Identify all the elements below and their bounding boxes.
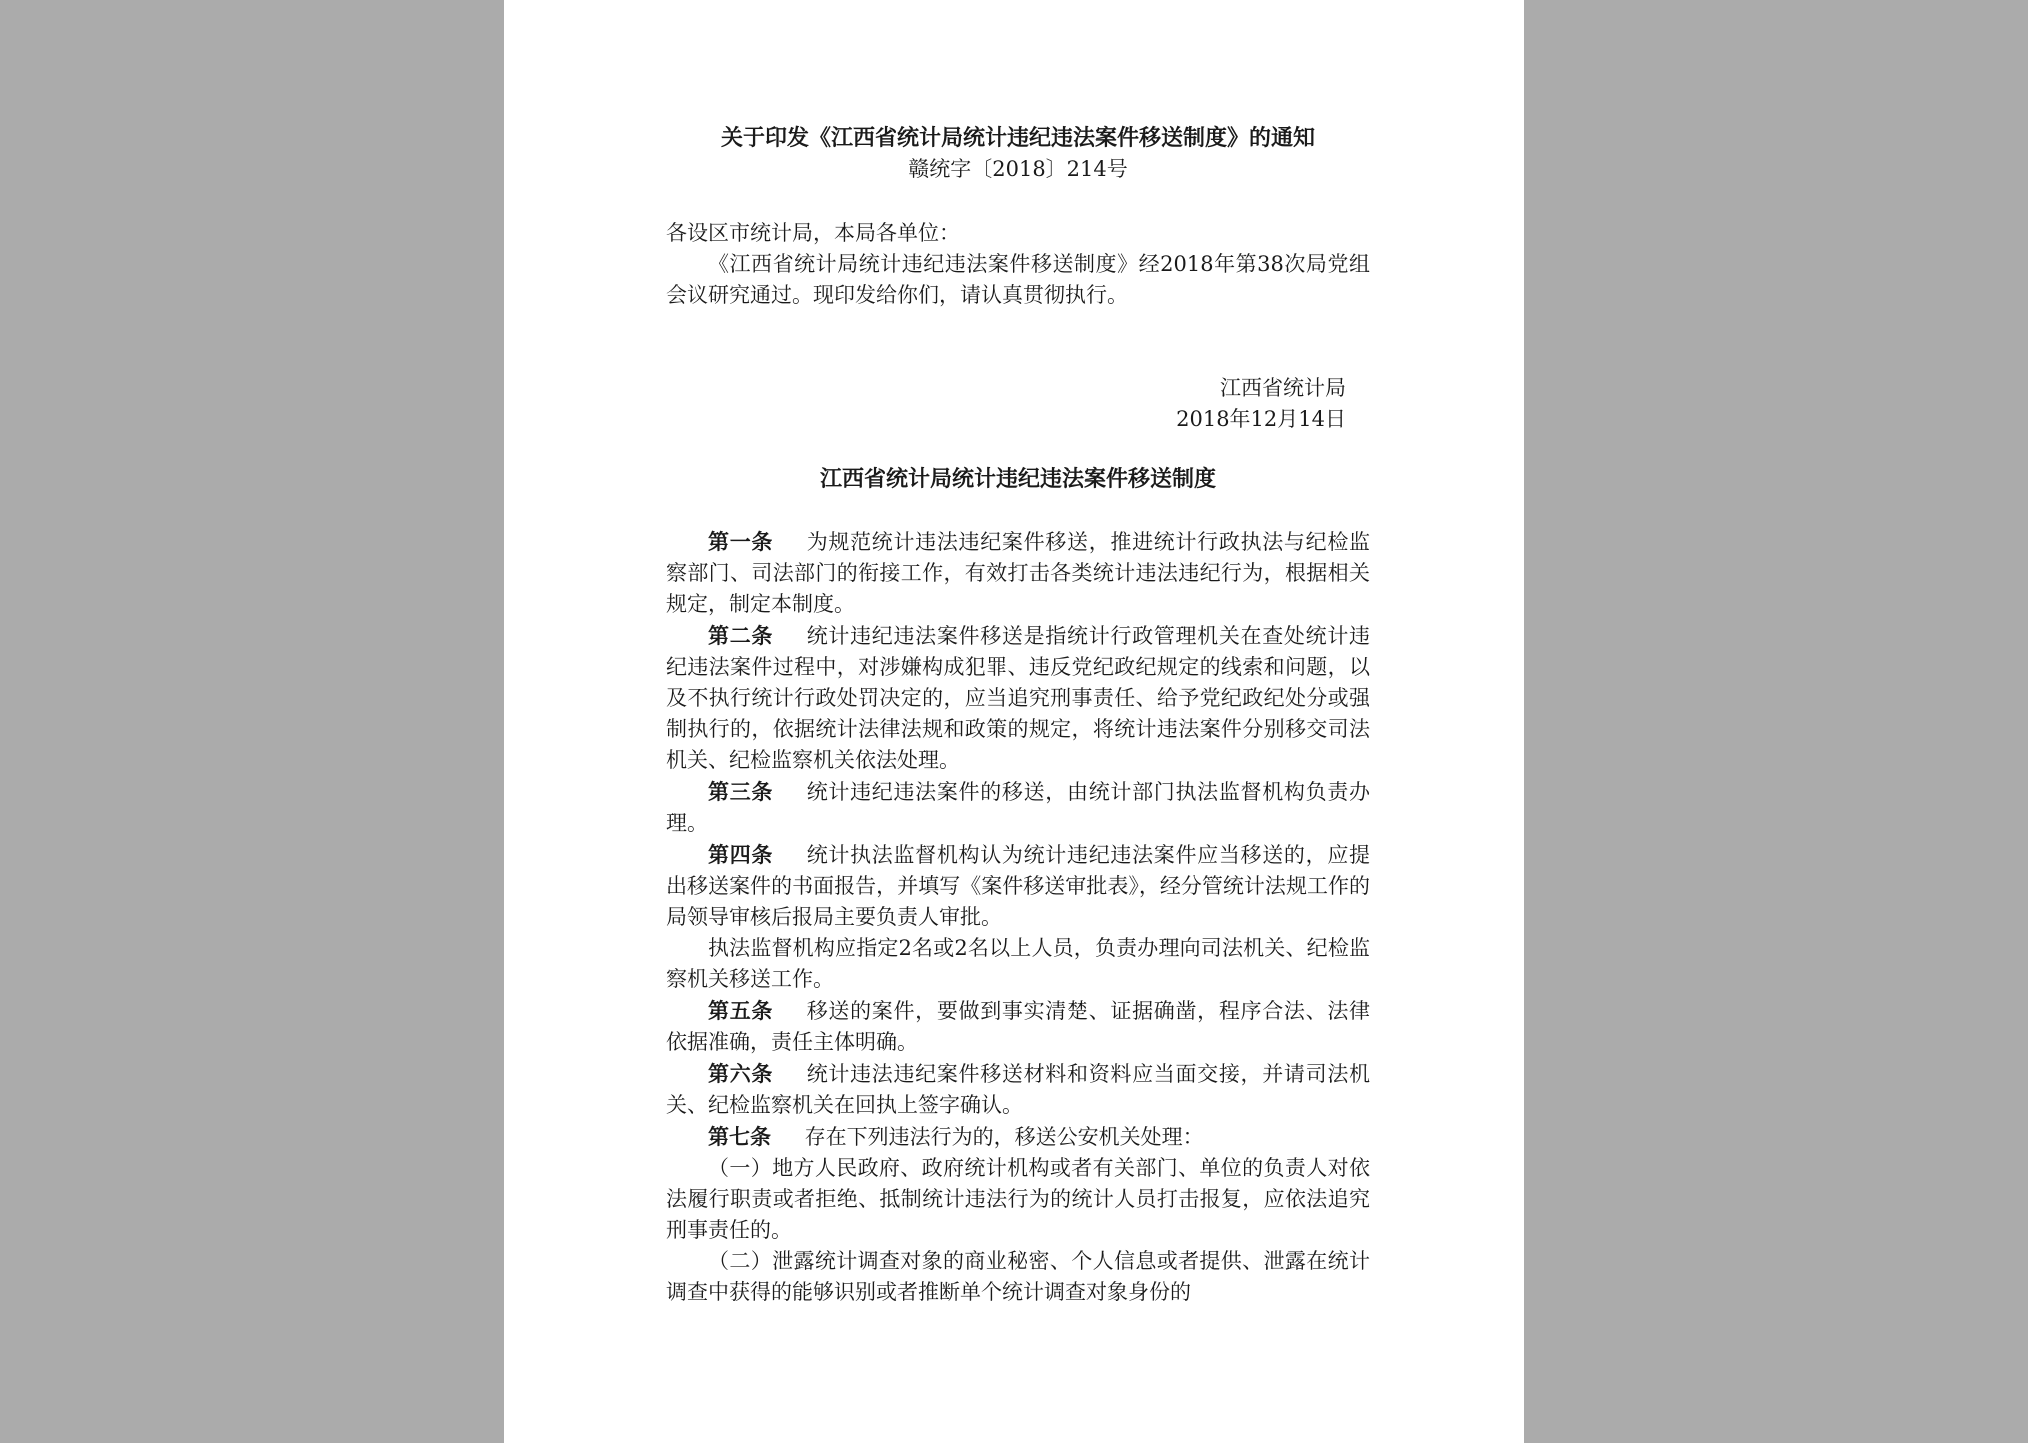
article-number: 第七条 (708, 1124, 771, 1149)
document-number: 赣统字〔2018〕214号 (908, 157, 1128, 181)
signature-date: 2018年12月14日 (1176, 407, 1346, 431)
article-number: 第三条 (708, 779, 774, 804)
notice-body: 《江西省统计局统计违纪违法案件移送制度》经2018年第38次局党组会议研究通过。现印发给你们，请认真贯彻执行。 (666, 252, 1370, 307)
article (666, 995, 1370, 1058)
article-number: 第四条 (708, 842, 774, 867)
article-text: 移送的案件，要做到事实清楚、证据确凿，程序合法、法律依据准确，责任主体明确。 (666, 999, 1371, 1054)
article-number: 第五条 (708, 998, 774, 1023)
articles-list (666, 526, 1370, 1308)
article-item: （二）泄露统计调查对象的商业秘密、个人信息或者提供、泄露在统计调查中获得的能够识别或者推断单个统计调查对象身份的 (666, 1249, 1370, 1304)
article-number: 第一条 (708, 529, 774, 554)
article (666, 776, 1370, 839)
article (666, 1058, 1370, 1121)
article (666, 839, 1370, 933)
article-text: 统计违纪违法案件的移送，由统计部门执法监督机构负责办理。 (666, 780, 1371, 835)
article-item: （一）地方人民政府、政府统计机构或者有关部门、单位的负责人对依法履行职责或者拒绝、抵制统计违法行为的统计人员打击报复，应依法追究刑事责任的。 (666, 1156, 1370, 1242)
article-text: 统计违法违纪案件移送材料和资料应当面交接，并请司法机关、纪检监察机关在回执上签字确认。 (666, 1062, 1371, 1117)
article-number: 第二条 (708, 623, 774, 648)
article-number: 第六条 (708, 1061, 774, 1086)
article-text: 统计执法监督机构认为统计违纪违法案件应当移送的，应提出移送案件的书面报告，并填写《案件移送审批表》，经分管统计法规工作的局领导审核后报局主要负责人审批。 (666, 843, 1371, 929)
notice-title: 关于印发《江西省统计局统计违纪违法案件移送制度》的通知 (720, 125, 1315, 151)
article-text: 存在下列违法行为的，移送公安机关处理： (804, 1125, 1204, 1149)
document-page (504, 0, 1524, 1443)
article (666, 1121, 1370, 1153)
signature-organization: 江西省统计局 (1220, 376, 1346, 400)
salutation: 各设区市统计局，本局各单位： (666, 221, 960, 245)
article-text: 统计违纪违法案件移送是指统计行政管理机关在查处统计违纪违法案件过程中，对涉嫌构成犯罪、违反党纪政纪规定的线索和问题，以及不执行统计行政处罚决定的，应当追究刑事责任、给予党纪政纪处分或强制执行的，依据统计法律法规和政策的规定，将统计违法案件分别移交司法机关、纪检监察机关依法处理。 (666, 624, 1371, 772)
article-paragraph: 执法监督机构应指定2名或2名以上人员，负责办理向司法机关、纪检监察机关移送工作。 (666, 936, 1370, 991)
article (666, 620, 1370, 776)
system-title: 江西省统计局统计违纪违法案件移送制度 (819, 466, 1216, 492)
article-text: 为规范统计违法违纪案件移送，推进统计行政执法与纪检监察部门、司法部门的衔接工作，有效打击各类统计违法违纪行为，根据相关规定，制定本制度。 (666, 530, 1371, 616)
article (666, 526, 1370, 620)
